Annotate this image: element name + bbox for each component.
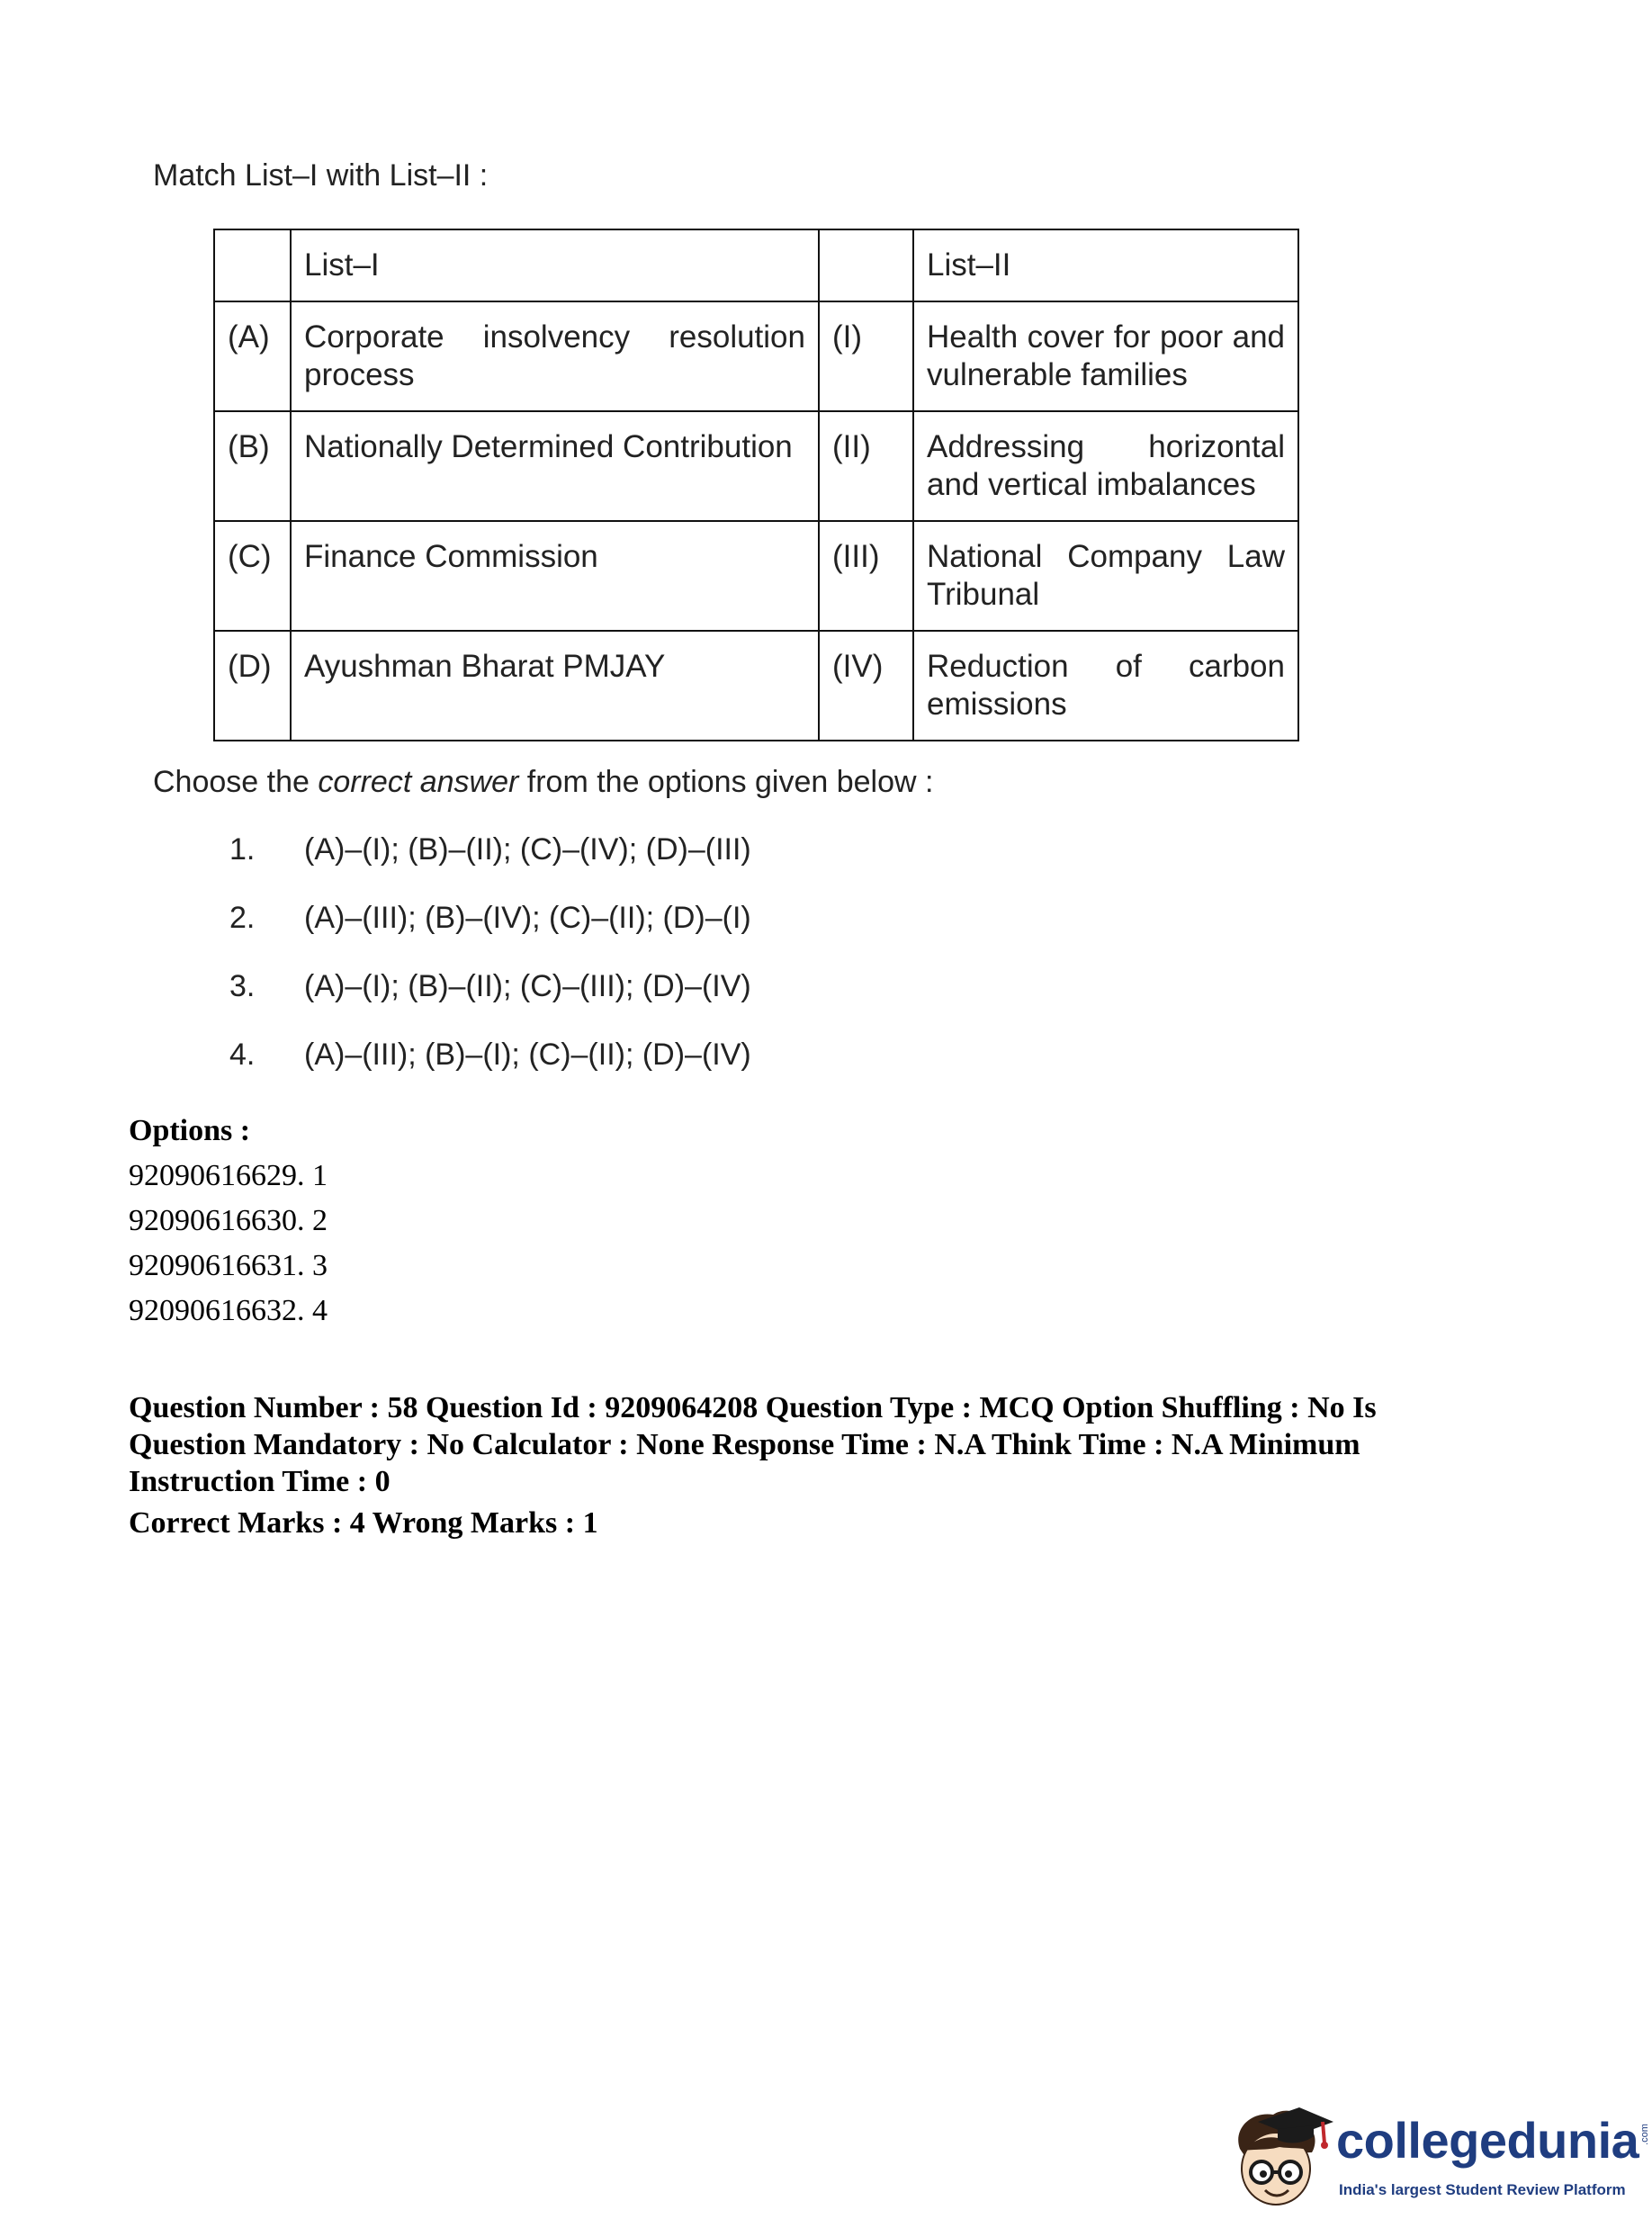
question-meta: Question Number : 58 Question Id : 9209064208 Question Type : MCQ Option Shuffling : No Is Question Mandatory : No Calculator : None Response Time : N.A Think Time : N.A Minimum Instruction Time : 0: [129, 1391, 1377, 1498]
collegedunia-logo: [1224, 2102, 1650, 2219]
options-title: Options :: [129, 1114, 251, 1147]
answer-number: 2.: [229, 901, 256, 935]
options-block: [129, 1109, 328, 1334]
list2-label: (II): [819, 411, 913, 521]
list2-label: (III): [819, 521, 913, 631]
table-header-blank: [819, 229, 913, 301]
answer-item: [229, 969, 751, 1038]
question-intro: Match List–I with List–II :: [153, 158, 489, 193]
answer-item: [229, 832, 751, 901]
table-header-list1: List–I: [291, 229, 819, 301]
list1-item: Ayushman Bharat PMJAY: [291, 631, 819, 741]
list2-label: (IV): [819, 631, 913, 741]
match-table: [213, 229, 1299, 741]
option-item: 92090616629. 1: [129, 1159, 328, 1192]
answer-number: 1.: [229, 832, 256, 867]
list1-label: (D): [214, 631, 291, 741]
answer-text: (A)–(I); (B)–(II); (C)–(III); (D)–(IV): [304, 969, 751, 1003]
choose-emphasis: correct answer: [318, 765, 519, 799]
logo-com: .com: [1639, 2124, 1650, 2145]
choose-pre: Choose the: [153, 765, 319, 799]
list2-item: National Company Law Tribunal: [913, 521, 1298, 631]
list2-label: (I): [819, 301, 913, 411]
mascot-icon: [1224, 2102, 1336, 2219]
choose-instruction: [153, 765, 933, 800]
list1-label: (C): [214, 521, 291, 631]
list1-item: Corporate insolvency resolution process: [291, 301, 819, 411]
table-header-blank: [214, 229, 291, 301]
answer-item: [229, 1038, 751, 1106]
table-row: [214, 521, 1298, 631]
choose-post: from the options given below :: [518, 765, 934, 799]
option-item: 92090616631. 3: [129, 1249, 328, 1282]
table-header-list2: List–II: [913, 229, 1298, 301]
list1-label: (B): [214, 411, 291, 521]
answer-text: (A)–(III); (B)–(IV); (C)–(II); (D)–(I): [304, 901, 751, 935]
option-item: 92090616630. 2: [129, 1204, 328, 1237]
answer-number: 4.: [229, 1038, 256, 1072]
answer-text: (A)–(I); (B)–(II); (C)–(IV); (D)–(III): [304, 832, 751, 867]
table-row: [214, 631, 1298, 741]
list1-label: (A): [214, 301, 291, 411]
table-row: [214, 301, 1298, 411]
table-header-row: [214, 229, 1298, 301]
answer-number: 3.: [229, 969, 256, 1003]
list2-item: Addressing horizontal and vertical imbalances: [913, 411, 1298, 521]
answer-text: (A)–(III); (B)–(I); (C)–(II); (D)–(IV): [304, 1038, 751, 1072]
list1-item: Nationally Determined Contribution: [291, 411, 819, 521]
question-marks: Correct Marks : 4 Wrong Marks : 1: [129, 1506, 598, 1540]
table-row: [214, 411, 1298, 521]
list2-item: Reduction of carbon emissions: [913, 631, 1298, 741]
answer-item: [229, 901, 751, 969]
list2-item: Health cover for poor and vulnerable families: [913, 301, 1298, 411]
logo-wordmark: collegedunia: [1336, 2112, 1639, 2169]
option-item: 92090616632. 4: [129, 1294, 328, 1327]
list1-item: Finance Commission: [291, 521, 819, 631]
logo-tagline: India's largest Student Review Platform: [1339, 2181, 1626, 2198]
answer-list: [229, 832, 751, 1106]
